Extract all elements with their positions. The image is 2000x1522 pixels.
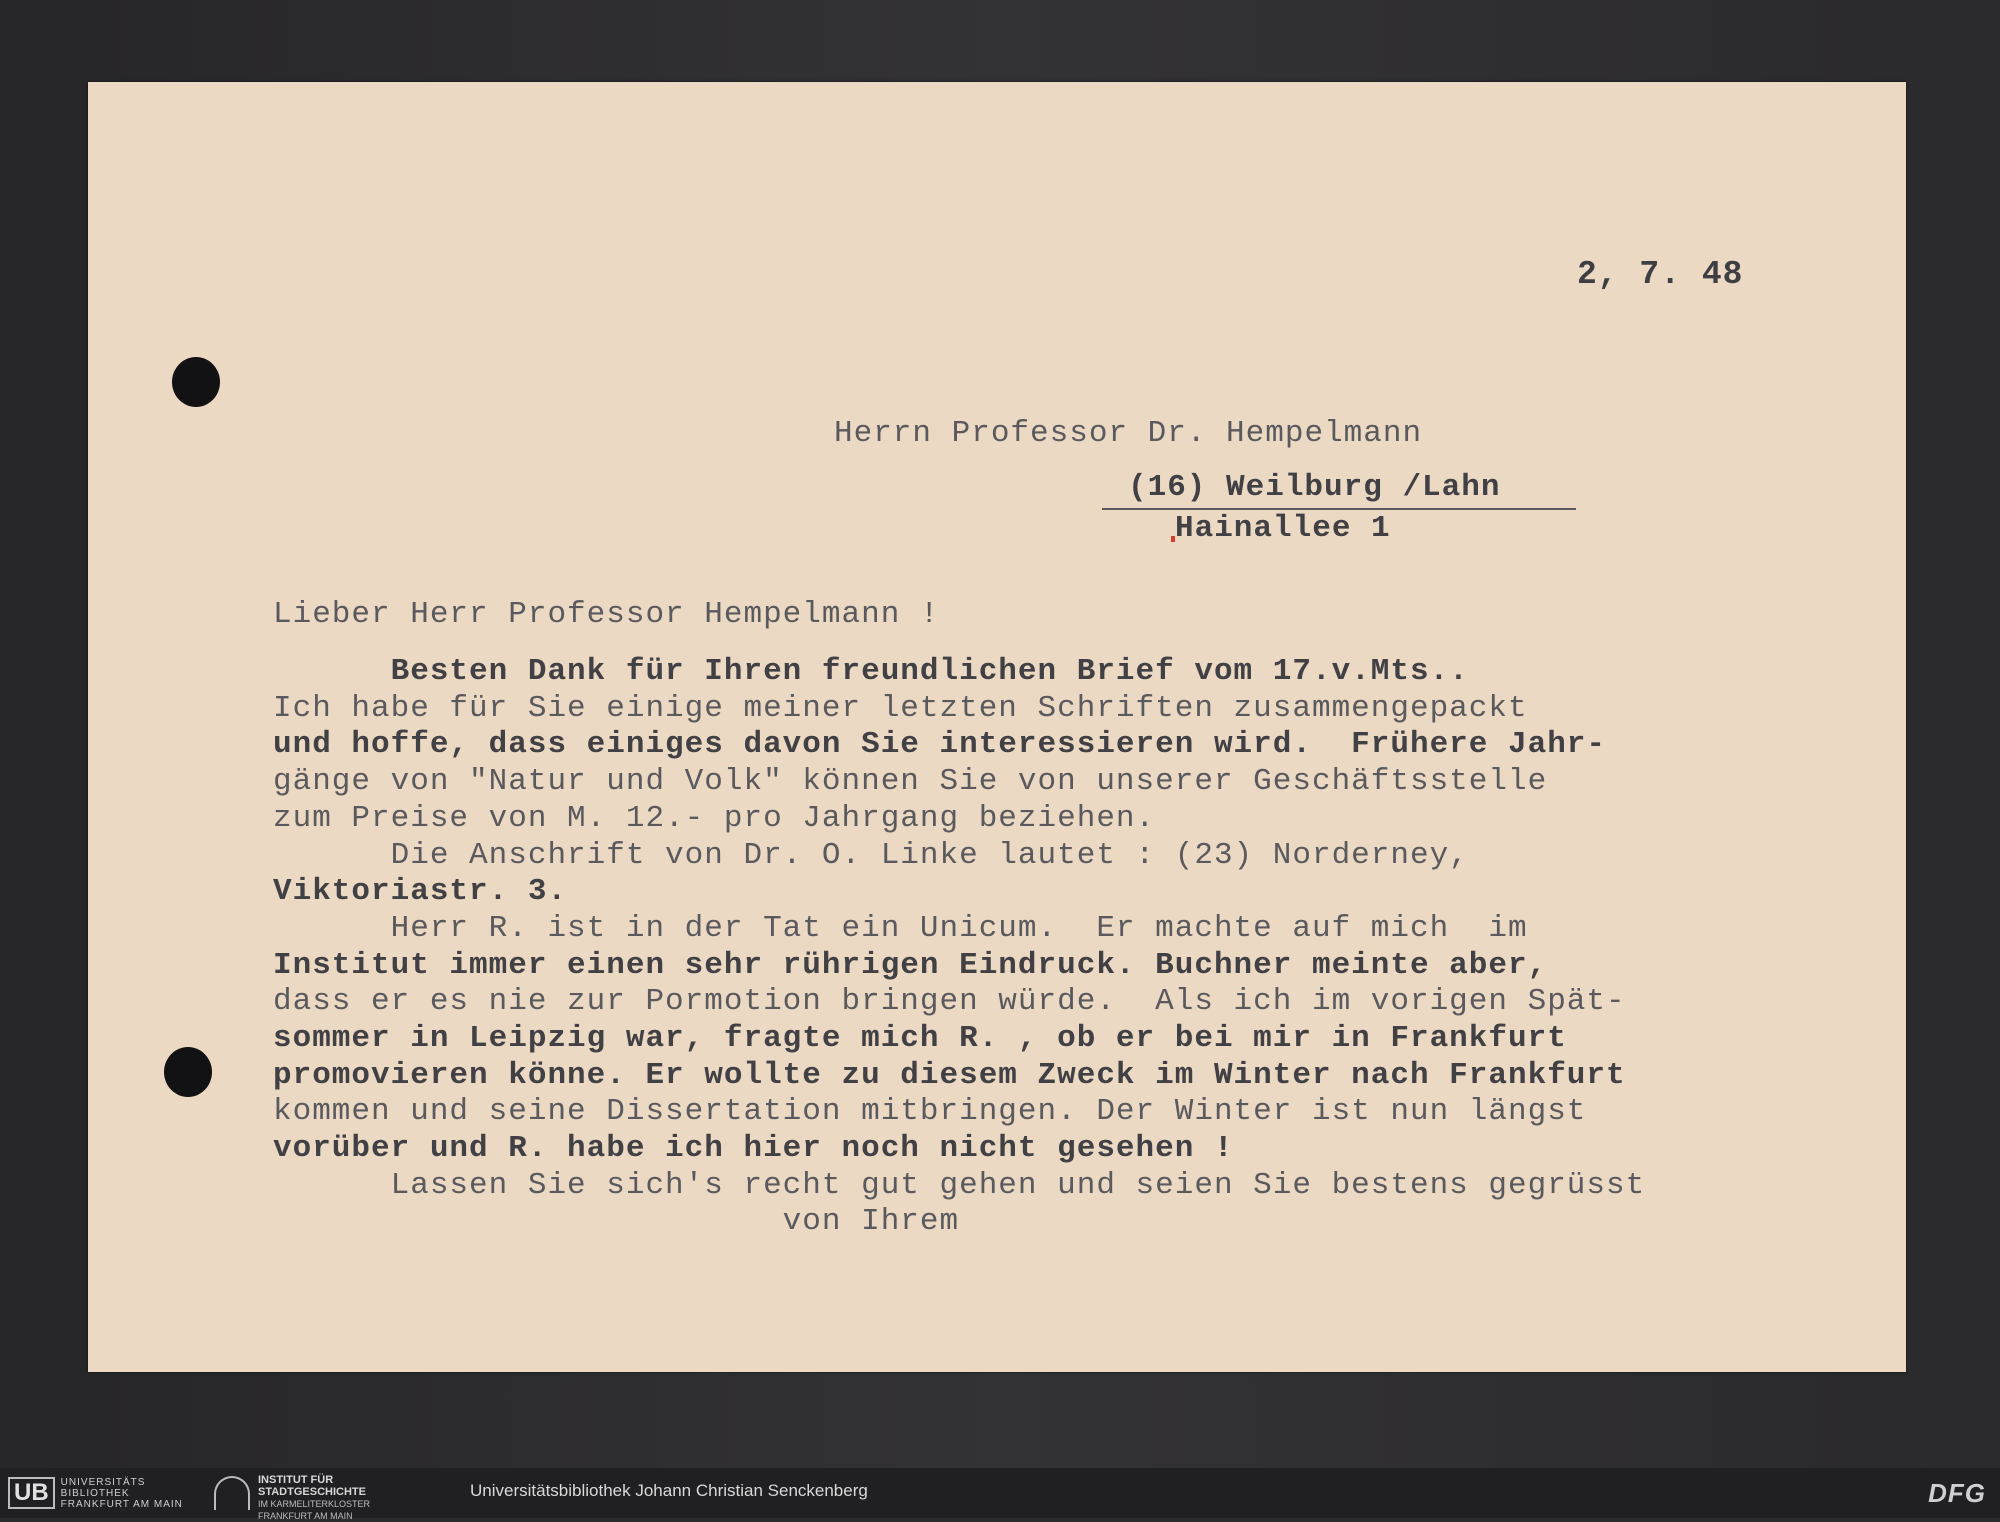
library-name-link[interactable]: Universitätsbibliothek Johann Christian Senckenberg [470,1481,868,1500]
letter-greeting: Lieber Herr Professor Hempelmann ! [273,597,940,632]
body-line: sommer in Leipzig war, fragte mich R. , ob er bei mir in Frankfurt [273,1021,1567,1056]
body-line: zum Preise von M. 12.- pro Jahrgang beziehen. [273,801,1156,836]
ifs-logo-line: INSTITUT FÜR [258,1474,334,1486]
ifs-logo-subline: FRANKFURT AM MAIN [258,1511,353,1521]
viewer-footer [0,1468,2000,1521]
recipient-city: (16) Weilburg /Lahn [1128,470,1501,505]
body-line: Besten Dank für Ihren freundlichen Brief vom 17.v.Mts.. [273,654,1469,689]
body-line: promovieren könne. Er wollte zu diesem Zweck im Winter nach Frankfurt [273,1058,1626,1093]
recipient-name: Herrn Professor Dr. Hempelmann [834,416,1423,451]
ifs-logo-subline: IM KARMELITERKLOSTER [258,1499,371,1509]
body-line: Ich habe für Sie einige meiner letzten Schriften zusammengepackt [273,691,1528,726]
punch-hole-bottom [164,1047,212,1097]
letter-date: 2, 7. 48 [1577,256,1744,293]
body-line: Herr R. ist in der Tat ein Unicum. Er machte auf mich im [273,911,1528,946]
ifs-arch-icon [214,1476,250,1510]
body-line: Lassen Sie sich's recht gut gehen und seien Sie bestens gegrüsst [273,1168,1646,1203]
body-line: vorüber und R. habe ich hier noch nicht gesehen ! [273,1131,1234,1166]
body-line: dass er es nie zur Pormotion bringen würde. Als ich im vorigen Spät- [273,984,1626,1019]
ifs-logo[interactable] [258,1474,370,1522]
ub-logo[interactable] [8,1476,183,1510]
ifs-logo-line: STADTGESCHICHTE [258,1486,366,1498]
body-line: gänge von "Natur und Volk" können Sie von unserer Geschäftsstelle [273,764,1548,799]
body-line: von Ihrem [273,1204,960,1239]
red-ink-mark [1171,536,1175,542]
ub-logo-text-line: UNIVERSITÄTS [60,1476,146,1488]
ub-logo-mark: UB [8,1477,55,1509]
punch-hole-top [172,357,220,407]
body-line: Die Anschrift von Dr. O. Linke lautet : (23) Norderney, [273,838,1469,873]
body-line: Viktoriastr. 3. [273,874,568,909]
dfg-logo[interactable]: DFG [1928,1478,1986,1508]
body-line: kommen und seine Dissertation mitbringen. Der Winter ist nun längst [273,1094,1587,1129]
ub-logo-text [61,1477,183,1510]
body-line: und hoffe, dass einiges davon Sie interessieren wird. Frühere Jahr- [273,727,1607,762]
body-line: Institut immer einen sehr rührigen Eindruck. Buchner meinte aber, [273,948,1548,983]
ub-logo-text-line: FRANKFURT AM MAIN [60,1498,183,1510]
recipient-street: Hainallee 1 [1175,511,1391,546]
ub-logo-text-line: BIBLIOTHEK [60,1487,130,1499]
